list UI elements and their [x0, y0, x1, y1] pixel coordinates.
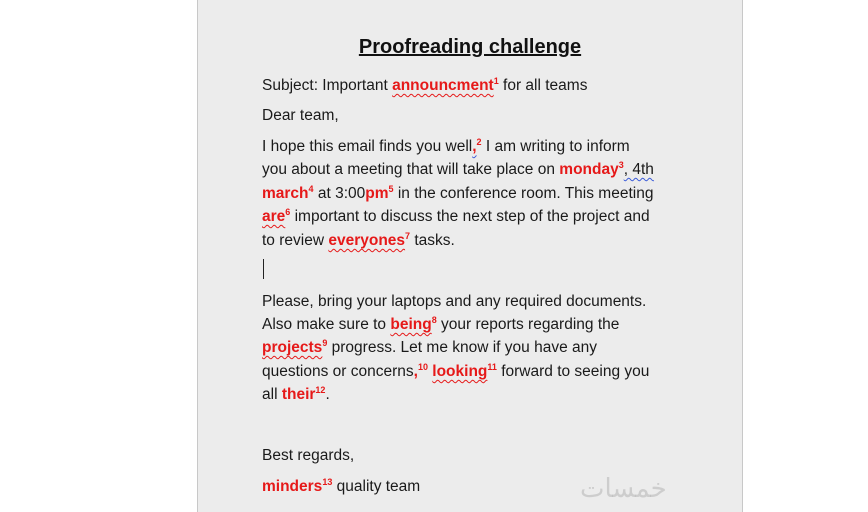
text: Also make sure to	[262, 316, 391, 333]
error-3: monday	[559, 161, 619, 178]
error-6: are	[262, 208, 286, 225]
text: you about a meeting that will take place on	[262, 161, 560, 178]
error-number-4: 4	[308, 183, 314, 194]
error-number-11: 11	[487, 361, 497, 372]
subject-prefix: Subject: Important	[262, 77, 393, 94]
error-number-8: 8	[431, 314, 437, 325]
error-number-7: 7	[405, 230, 411, 241]
paragraph-2-line-4	[262, 360, 649, 384]
error-13: minders	[262, 478, 323, 495]
error-number-12: 12	[315, 384, 326, 395]
signature-line	[262, 475, 420, 499]
text: .	[325, 386, 330, 403]
text: I hope this email finds you well	[262, 138, 473, 155]
watermark-logo: خمسات	[580, 474, 667, 504]
closing: Best regards,	[262, 447, 355, 464]
text: I am writing to inform	[481, 138, 630, 155]
error-number-3: 3	[618, 159, 624, 170]
text: your reports regarding the	[436, 316, 620, 333]
error-11: looking	[432, 363, 488, 380]
text: , 4th	[623, 161, 654, 178]
paragraph-1-line-4	[262, 205, 650, 229]
paragraph-2-line-2	[262, 313, 619, 337]
greeting: Dear team,	[262, 107, 339, 124]
error-number-9: 9	[322, 337, 328, 348]
text: in the conference room. This meeting	[393, 185, 654, 202]
text: tasks.	[410, 232, 455, 249]
error-number-10: 10	[417, 361, 428, 372]
error-10: ,	[413, 363, 418, 380]
error-number-6: 6	[285, 206, 291, 217]
text: at 3:00	[313, 185, 366, 202]
error-2: ,	[472, 138, 477, 155]
paragraph-2-line-1: Please, bring your laptops and any required documents.	[262, 293, 647, 310]
error-number-1: 1	[493, 75, 499, 86]
error-4: march	[262, 185, 309, 202]
error-7: everyones	[328, 232, 406, 249]
document-page	[197, 0, 743, 512]
paragraph-1-line-5	[262, 229, 455, 253]
error-number-2: 2	[476, 136, 482, 147]
paragraph-1-line-3	[262, 182, 653, 206]
text-cursor	[263, 259, 264, 279]
text: progress. Let me know if you have any	[327, 339, 597, 356]
error-number-5: 5	[388, 183, 394, 194]
subject-line	[262, 74, 587, 98]
error-1: announcment	[392, 77, 494, 94]
paragraph-1-line-2	[262, 158, 654, 182]
paragraph-2-line-3	[262, 336, 597, 360]
text: important to discuss the next step of the project and	[290, 208, 650, 225]
text: forward to seeing you	[496, 363, 650, 380]
text: questions or concerns	[262, 363, 414, 380]
error-number-13: 13	[322, 476, 333, 487]
error-12: their	[281, 386, 316, 403]
text: quality team	[332, 478, 421, 495]
error-5: pm	[365, 185, 389, 202]
text: all	[262, 386, 282, 403]
paragraph-1-line-1	[262, 135, 630, 159]
text: to review	[262, 232, 329, 249]
error-8: being	[390, 316, 432, 333]
error-9: projects	[262, 339, 323, 356]
subject-suffix: for all teams	[498, 77, 588, 94]
document-title: Proofreading challenge	[358, 36, 582, 58]
paragraph-2-line-5	[262, 383, 330, 407]
